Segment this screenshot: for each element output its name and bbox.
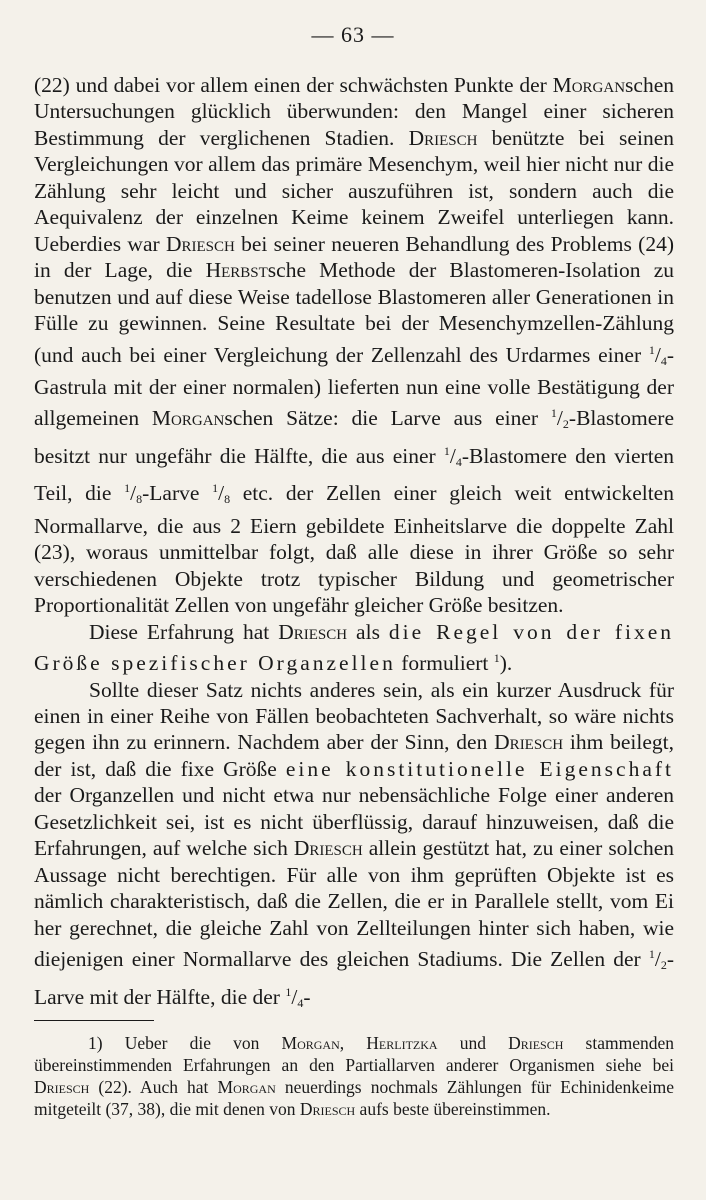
text-run: / — [449, 443, 456, 468]
text-run: -Gastrula mit der einer normalen) lieferten nun eine volle Bestätigung der allgemeinen — [34, 342, 674, 431]
superscript: 1 — [124, 481, 131, 496]
text-run: bei seiner neueren Behandlung des Problems (24) in der Lage, die — [34, 231, 674, 283]
small-caps-run: Driesch — [293, 836, 363, 861]
paragraph — [34, 677, 674, 1016]
text-run: benützte bei seinen Vergleichungen vor allem das primäre Mesenchym, weil hier nicht nur die Zählung sehr leicht und sicher auszuführen ist, sondern auch die Aequivalenz der einzelnen Keime keinem Zweifel unterliegen kann. Ueberdies war — [34, 125, 674, 256]
subscript: 2 — [660, 958, 667, 973]
paragraph — [34, 619, 674, 677]
superscript: 1 — [493, 651, 500, 666]
text-run: neuerdings nochmals Zählungen für Echinidenkeime mitgeteilt (37, 38), die mit denen von — [34, 1077, 674, 1119]
small-caps-run: Driesch — [494, 730, 564, 755]
spaced-run: die Regel von der fixen Größe spezifischer Organzellen — [34, 619, 675, 676]
small-caps-run: Morgan — [217, 1077, 276, 1097]
body-text — [34, 72, 674, 1016]
subscript: 4 — [455, 454, 462, 469]
text-run: ). — [499, 651, 513, 676]
text-run: 1) Ueber die von — [88, 1033, 282, 1053]
superscript: 1 — [648, 947, 655, 962]
text-run: (22) und dabei vor allem einen der schwächsten Punkte der — [34, 73, 553, 97]
superscript: 1 — [212, 481, 219, 496]
text-run: / — [218, 481, 225, 506]
spaced-run: eine konstitutionelle Eigenschaft — [285, 756, 675, 781]
small-caps-run: Driesch — [278, 619, 348, 644]
text-run: -Larve — [142, 481, 213, 506]
subscript: 8 — [136, 492, 143, 507]
small-caps-run: Herlitzka — [366, 1033, 438, 1053]
text-run: etc. der Zellen einer gleich weit entwickelten Normallarve, die aus 2 Eiern gebildete Einheitslarve die doppelte Zahl (23), woraus unmittelbar folgt, daß alle diese in ihrer Größe so sehr verschiedenen Objekte trotz typischer Bildung und geometrischer Proportionalität Zellen von ungefähr gleicher Größe besitzen. — [34, 481, 674, 618]
footnote — [34, 1032, 674, 1120]
subscript: 4 — [660, 353, 667, 368]
small-caps-run: Driesch — [34, 1077, 90, 1097]
small-caps-run: Herbst — [205, 258, 268, 283]
subscript: 4 — [297, 995, 304, 1010]
paragraph — [34, 72, 674, 619]
text-run: -Blastomere besitzt nur ungefähr die Hälfte, die aus einer — [34, 406, 674, 468]
text-run: / — [130, 481, 137, 506]
text-run: und — [437, 1033, 509, 1053]
superscript: 1 — [648, 342, 655, 357]
text-run: -Larve mit der Hälfte, die der — [34, 947, 674, 1009]
small-caps-run: Driesch — [165, 231, 235, 256]
text-run: (22). Auch hat — [89, 1077, 218, 1097]
text-run: / — [291, 984, 298, 1009]
text-run: aufs beste übereinstimmen. — [355, 1099, 551, 1119]
text-run: formuliert — [395, 651, 494, 676]
text-run: Diese Erfahrung hat — [89, 619, 279, 644]
subscript: 2 — [562, 417, 569, 432]
text-run: schen Untersuchungen glücklich überwunden: den Mangel einer sicheren Bestimmung der verglichenen Stadien. — [34, 73, 674, 150]
text-run: Sollte dieser Satz nichts anderes sein, als ein kurzer Ausdruck für einen in einer Reihe von Fällen beobachteten Sachverhalt, so wäre nichts gegen ihn zu erinnern. Nachdem aber der Sinn, den — [34, 677, 674, 755]
text-run: - — [303, 984, 311, 1009]
text-run: als — [347, 619, 389, 644]
text-run: / — [654, 947, 661, 972]
page-number: — 63 — — [311, 22, 395, 47]
subscript: 8 — [224, 492, 231, 507]
small-caps-run: Driesch — [299, 1099, 356, 1119]
small-caps-run: Driesch — [408, 125, 478, 150]
text-run: ihm beilegt, der ist, daß die fixe Größe — [34, 730, 674, 781]
text-run: / — [654, 342, 661, 367]
small-caps-run: Morgan — [281, 1033, 340, 1053]
text-run: -Blastomere den vierten Teil, die — [34, 443, 674, 506]
text-run: der Organzellen und nicht etwa nur nebensächliche Folge einer anderen Gesetzlichkeit sei, ist es nicht überflüssig, darauf hinzuweisen, daß die Erfahrungen, auf welche sich — [34, 783, 674, 861]
superscript: 1 — [550, 406, 557, 421]
superscript: 1 — [443, 443, 450, 458]
small-caps-run: Driesch — [508, 1033, 564, 1053]
small-caps-run: Morgan — [151, 406, 225, 431]
text-run: allein gestützt hat, zu einer solchen Aussage nicht berechtigen. Für alle von ihm geprüften Objekte ist es nämlich charakteristisch, daß die Zellen, die er in Parallele stellt, vom Ei her gerechnet, die gleiche Zahl von Zellteilungen hinter sich haben, wie diejenigen einer Normallarve des gleichen Stadiums. Die Zellen der — [34, 836, 674, 972]
footnote-rule — [34, 1020, 154, 1021]
text-run: schen Sätze: die Larve aus einer — [224, 406, 551, 431]
text-run: / — [556, 406, 563, 431]
text-run: sche Methode der Blastomeren-Isolation zu benutzen und auf diese Weise tadellose Blastomeren aller Generationen in Fülle zu gewinnen. Seine Resultate bei der Mesenchymzellen-Zählung (und auch bei einer Vergleichung der Zellenzahl des Urdarmes einer — [34, 258, 674, 367]
text-run: stammenden übereinstimmenden Erfahrungen an den Partiallarven anderer Organismen siehe bei — [34, 1033, 674, 1075]
small-caps-run: Morgan — [552, 73, 626, 97]
text-run: , — [339, 1033, 367, 1053]
superscript: 1 — [285, 984, 292, 999]
